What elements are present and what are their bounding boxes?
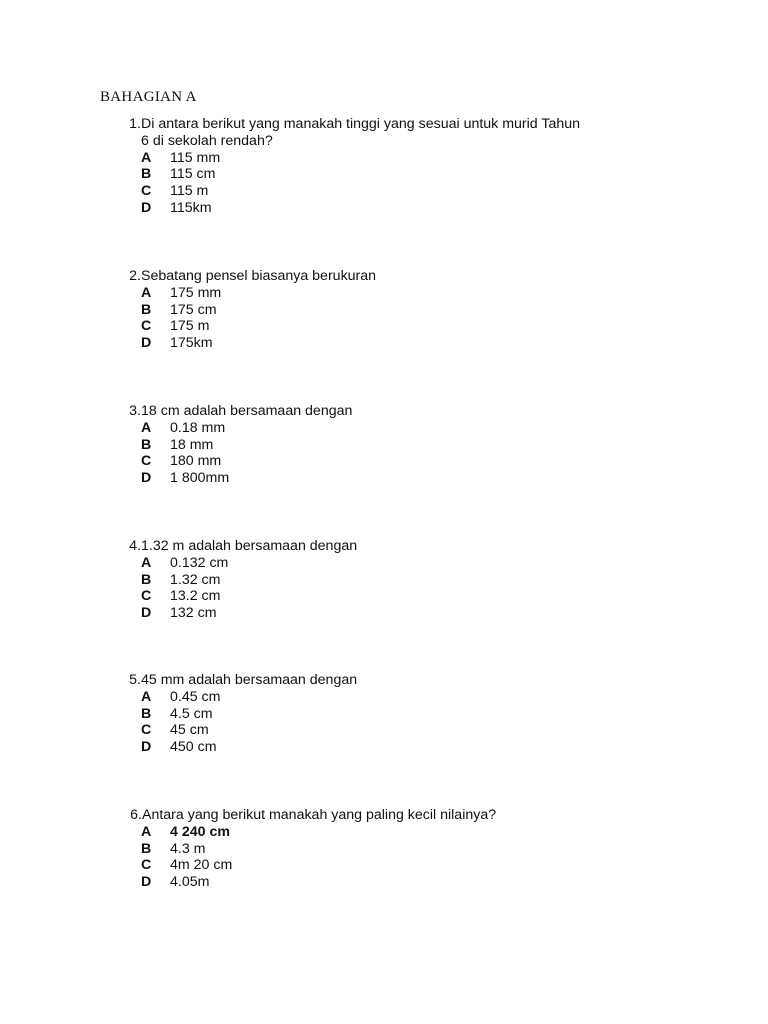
question-text: 45 mm adalah bersamaan dengan	[141, 672, 358, 688]
option-text: 115km	[170, 199, 212, 216]
option-letter: B	[141, 301, 152, 318]
option-list	[141, 420, 630, 487]
option-text: 1 800mm	[170, 470, 230, 487]
option-text: 175 cm	[170, 301, 217, 318]
option-letter: D	[141, 739, 152, 756]
option-d	[141, 470, 630, 487]
option-text: 0.45 cm	[170, 688, 221, 705]
option-b	[141, 437, 630, 454]
option-text: 4 240 cm	[170, 823, 230, 840]
option-text: 180 mm	[170, 453, 222, 470]
option-list	[141, 555, 630, 622]
option-letter: D	[141, 335, 152, 352]
option-letter: A	[141, 688, 152, 705]
option-letter: A	[141, 149, 152, 166]
option-text: 13.2 cm	[170, 588, 221, 605]
option-text: 4.5 cm	[170, 705, 213, 722]
option-b	[141, 302, 630, 319]
option-text: 18 mm	[170, 436, 214, 453]
option-text: 4m 20 cm	[170, 857, 233, 874]
option-list	[141, 150, 630, 217]
option-text: 45 cm	[170, 722, 209, 739]
option-list	[141, 285, 630, 352]
option-text: 4.3 m	[170, 840, 206, 857]
option-c	[141, 183, 630, 200]
question-number: 5.	[129, 672, 141, 688]
option-c	[141, 453, 630, 470]
option-c	[141, 722, 630, 739]
option-text: 4.05m	[170, 874, 210, 891]
question-number: 1.	[129, 116, 141, 132]
option-b	[141, 706, 630, 723]
option-letter: D	[141, 605, 152, 622]
option-letter: D	[141, 874, 152, 891]
option-a	[141, 150, 630, 167]
option-d	[141, 335, 630, 352]
question-text: 18 cm adalah bersamaan dengan	[141, 403, 353, 419]
option-letter: A	[141, 554, 152, 571]
question-3	[110, 403, 630, 487]
option-letter: B	[141, 705, 152, 722]
option-a	[141, 555, 630, 572]
option-letter: B	[141, 840, 152, 857]
option-a	[141, 824, 631, 841]
option-letter: D	[141, 470, 152, 487]
option-d	[141, 200, 630, 217]
option-text: 450 cm	[170, 739, 217, 756]
option-letter: C	[141, 183, 152, 200]
question-number: 4.	[129, 538, 141, 554]
question-4	[110, 538, 630, 622]
option-text: 175 mm	[170, 284, 222, 301]
option-d	[141, 605, 630, 622]
option-text: 1.32 cm	[170, 571, 221, 588]
question-text: 1.32 m adalah bersamaan dengan	[141, 538, 358, 554]
option-d	[141, 739, 630, 756]
option-letter: C	[141, 857, 152, 874]
option-text: 115 cm	[170, 166, 216, 183]
option-letter: B	[141, 436, 152, 453]
section-title: BAHAGIAN A	[100, 89, 197, 105]
option-letter: B	[141, 166, 152, 183]
option-text: 0.18 mm	[170, 419, 226, 436]
question-1	[110, 116, 630, 217]
option-letter: C	[141, 453, 152, 470]
option-list	[141, 689, 630, 756]
option-text: 132 cm	[170, 605, 217, 622]
option-letter: A	[141, 823, 152, 840]
option-letter: C	[141, 722, 152, 739]
option-text: 175km	[170, 335, 213, 352]
option-a	[141, 689, 630, 706]
question-text: Sebatang pensel biasanya berukuran	[141, 268, 377, 284]
question-number: 3.	[129, 403, 141, 419]
question-text: Antara yang berikut manakah yang paling kecil nilainya?	[142, 807, 497, 823]
question-text: Di antara berikut yang manakah tinggi yang sesuai untuk murid Tahun 6 di sekolah rendah?	[141, 116, 581, 149]
option-letter: C	[141, 318, 152, 335]
option-letter: C	[141, 588, 152, 605]
option-list	[141, 824, 631, 891]
option-b	[141, 166, 630, 183]
question-2	[110, 268, 630, 352]
option-text: 175 m	[170, 318, 210, 335]
option-c	[141, 588, 630, 605]
option-c	[141, 318, 630, 335]
option-b	[141, 572, 630, 589]
option-b	[141, 841, 631, 858]
option-d	[141, 874, 631, 891]
option-letter: B	[141, 571, 152, 588]
option-a	[141, 420, 630, 437]
option-letter: A	[141, 419, 152, 436]
question-number: 2.	[129, 268, 141, 284]
option-text: 115 m	[170, 183, 209, 200]
option-a	[141, 285, 630, 302]
option-text: 115 mm	[170, 149, 221, 166]
option-c	[141, 857, 631, 874]
question-6	[111, 807, 631, 891]
question-5	[110, 672, 630, 756]
option-letter: D	[141, 199, 152, 216]
question-number: 6.	[130, 807, 142, 823]
option-letter: A	[141, 284, 152, 301]
option-text: 0.132 cm	[170, 554, 229, 571]
